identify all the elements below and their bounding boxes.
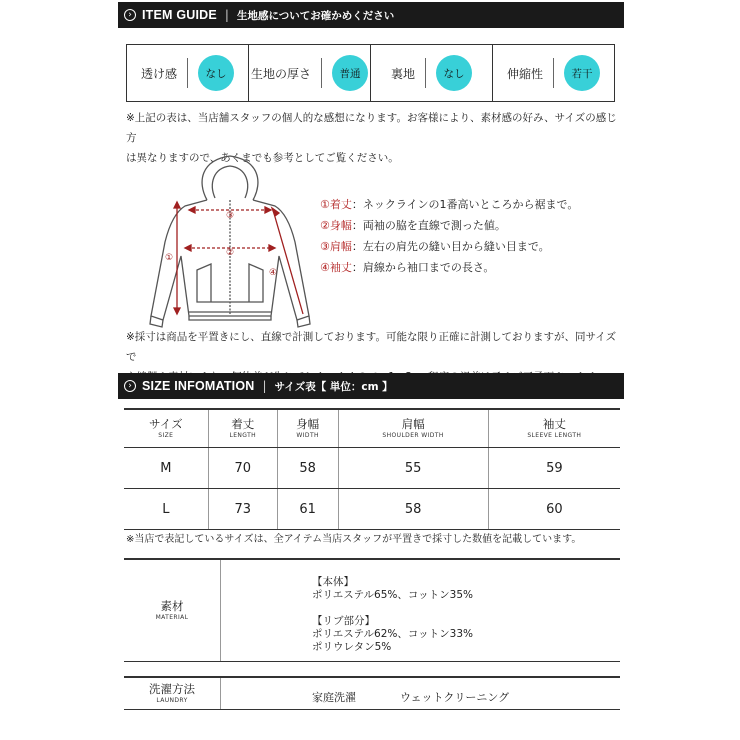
- item-guide-header: [118, 2, 624, 28]
- measurement-item: ④袖丈：肩線から袖口までの長さ。: [320, 261, 495, 274]
- guide-divider: [553, 58, 554, 88]
- measurement-legend: [320, 194, 578, 278]
- item-guide-title: ITEM GUIDE: [142, 8, 217, 22]
- size-cell: L: [124, 489, 208, 530]
- measurement-item: ①着丈：ネックラインの1番高いところから裾まで。: [320, 198, 579, 211]
- size-info-title: SIZE INFOMATION: [142, 379, 255, 393]
- material-line: ポリウレタン5%: [312, 641, 392, 653]
- guide-note-line: ※上記の表は、当店舗スタッフの個人的な感想になります。お客様により、素材感の好み、サイズの感じ方: [126, 112, 617, 144]
- guide-cell-thickness: [249, 45, 371, 101]
- laundry-section: [124, 676, 620, 710]
- col-header-sleeve: 袖丈 SLEEVE LENGTH: [488, 409, 620, 448]
- material-details: [312, 576, 473, 654]
- size-cell: M: [124, 448, 208, 489]
- chevron-right-icon: ›: [124, 9, 136, 21]
- guide-label: 生地の厚さ: [250, 66, 311, 81]
- label-sleeve: ④: [269, 268, 278, 278]
- measure-note-line: ※採寸は商品を平置きにし、直線で計測しております。可能な限り正確に計測しておりますが、同サイズで: [126, 331, 617, 363]
- guide-divider: [187, 58, 188, 88]
- laundry-value-wet: ウェットクリーニング: [400, 691, 510, 704]
- table-row: [124, 489, 620, 530]
- measure-number-labels: [165, 211, 277, 278]
- size-table: [124, 408, 620, 530]
- laundry-value-home: 家庭洗濯: [312, 691, 356, 704]
- measurement-item: ②身幅：両袖の脇を直線で測った値。: [320, 219, 506, 232]
- guide-label: 裏地: [390, 66, 415, 81]
- guide-label: 透け感: [140, 66, 177, 81]
- guide-value-badge: 若干: [564, 55, 600, 91]
- label-width: ②: [226, 248, 235, 258]
- laundry-label: 洗濯方法 LAUNDRY: [124, 678, 221, 709]
- header-divider: |: [224, 8, 229, 22]
- length-cell: 70: [208, 448, 277, 489]
- guide-value-badge: なし: [436, 55, 472, 91]
- material-line: ポリエステル65%、コットン35%: [312, 589, 474, 601]
- size-table-header-row: [124, 409, 620, 448]
- guide-cell-stretch: [493, 45, 614, 101]
- shoulder-cell: 58: [338, 489, 488, 530]
- size-info-subtitle: サイズ表【 単位：cm 】: [274, 380, 393, 393]
- guide-label: 伸縮性: [506, 66, 543, 81]
- col-header-size: サイズ SIZE: [124, 409, 208, 448]
- guide-value-badge: 普通: [332, 55, 368, 91]
- label-length: ①: [165, 253, 174, 263]
- measurement-item: ③肩幅：左右の肩先の縫い目から縫い目まで。: [320, 240, 550, 253]
- hoodie-outline: [150, 156, 310, 327]
- col-header-length: 着丈 LENGTH: [208, 409, 277, 448]
- guide-divider: [425, 58, 426, 88]
- guide-divider: [321, 58, 322, 88]
- label-shoulder: ③: [226, 211, 235, 221]
- guide-value-badge: なし: [198, 55, 234, 91]
- shoulder-cell: 55: [338, 448, 488, 489]
- material-line: ポリエステル62%、コットン33%: [312, 628, 474, 640]
- measure-lines: [174, 202, 303, 314]
- material-label: 素材 MATERIAL: [124, 560, 221, 661]
- guide-cell-sheerness: [127, 45, 249, 101]
- material-line: 【本体】: [312, 576, 354, 588]
- size-note: ※当店で表記しているサイズは、全アイテム当店スタッフが平置きで採寸した数値を記載しています。: [126, 534, 582, 545]
- item-guide-subtitle: 生地感についてお確かめください: [236, 9, 395, 22]
- hoodie-diagram: [145, 152, 315, 332]
- width-cell: 58: [277, 448, 338, 489]
- size-info-header: [118, 373, 624, 399]
- material-line: 【リブ部分】: [312, 615, 375, 627]
- sleeve-cell: 60: [488, 489, 620, 530]
- sleeve-arrowhead: [272, 208, 279, 216]
- table-row: [124, 448, 620, 489]
- width-cell: 61: [277, 489, 338, 530]
- col-header-shoulder: 肩幅 SHOULDER WIDTH: [338, 409, 488, 448]
- material-section: [124, 558, 620, 662]
- guide-cell-lining: [371, 45, 493, 101]
- sleeve-cell: 59: [488, 448, 620, 489]
- guide-note-line: は異なりますので、あくまでも参考としてご覧ください。: [126, 152, 399, 164]
- header-divider: |: [262, 379, 267, 393]
- col-header-width: 身幅 WIDTH: [277, 409, 338, 448]
- length-cell: 73: [208, 489, 277, 530]
- fabric-guide-table: [126, 44, 615, 102]
- chevron-right-icon: ›: [124, 380, 136, 392]
- material-spacer: [312, 602, 473, 615]
